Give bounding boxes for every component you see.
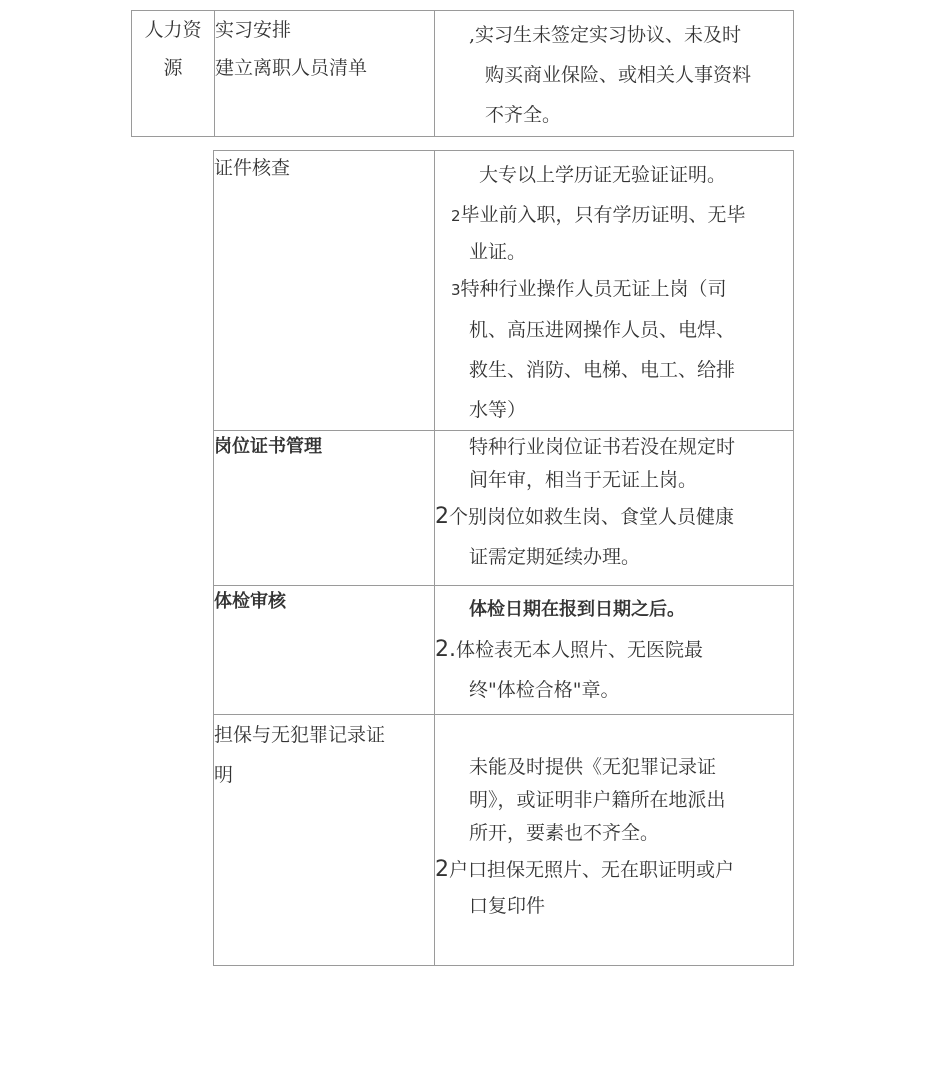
item-number: 2 (451, 207, 461, 225)
item-number: 2 (435, 504, 449, 529)
item-line: 证需定期延续办理。 (469, 546, 641, 568)
item-line: 终"体检合格"章。 (469, 679, 620, 701)
label-cell (214, 586, 435, 715)
description-cell (435, 586, 794, 715)
item-line: 水等） (469, 399, 527, 421)
item-line: 特种行业操作人员无证上岗（司 (460, 278, 727, 300)
list-item (435, 630, 793, 670)
hr-table-main (213, 150, 794, 966)
label-cell (214, 715, 435, 966)
row-label: 担保与无犯罪记录证 (214, 724, 386, 746)
item-line: 特种行业岗位证书若没在规定时 (469, 436, 736, 458)
label-cell (215, 11, 435, 137)
list-item (435, 195, 793, 269)
row-label: 证件核查 (214, 157, 291, 179)
label-line: 建立离职人员清单 (215, 57, 368, 79)
description-line (469, 15, 793, 55)
row-label: 岗位证书管理 (214, 436, 322, 457)
item-line: 救生、消防、电梯、电工、给排 (469, 359, 736, 381)
item-line: 机、高压进网操作人员、电焊、 (469, 319, 736, 341)
description-cell (435, 715, 794, 966)
list-item (435, 497, 793, 537)
description-cell (435, 431, 794, 586)
table-row (214, 715, 794, 966)
category-line: 源 (163, 57, 183, 79)
description-prefix: , (469, 24, 476, 46)
table-row (214, 586, 794, 715)
table-row (214, 151, 794, 431)
label-cell (214, 431, 435, 586)
description-cell (435, 151, 794, 431)
list-item (435, 155, 793, 195)
item-line: 所开，要素也不齐全。 (469, 822, 660, 844)
list-item (435, 850, 793, 890)
table-row (132, 11, 794, 137)
description-line: 购买商业保险、或相关人事资料 (485, 64, 752, 86)
row-label: 明 (214, 764, 234, 786)
table-row (214, 431, 794, 586)
item-line: 口复印件 (469, 895, 546, 917)
item-number: 2. (435, 637, 456, 662)
item-number: 3 (451, 281, 461, 299)
item-line: 大专以上学历证无验证证明。 (479, 164, 727, 186)
item-line: 毕业前入职，只有学历证明、无毕 (460, 204, 746, 226)
description-text: 实习生未签定实习协议、未及时 (475, 24, 742, 46)
hr-table-top (131, 10, 794, 137)
item-line: 明》，或证明非户籍所在地派出 (469, 789, 726, 811)
description-line: 不齐全。 (485, 104, 562, 126)
item-line: 体检表无本人照片、无医院最 (456, 639, 704, 661)
description-cell (435, 11, 794, 137)
item-line: 业证。 (469, 241, 527, 263)
row-label: 体检审核 (214, 591, 286, 612)
category-line: 人力资 (144, 19, 202, 41)
item-line: 未能及时提供《无犯罪记录证 (469, 756, 717, 778)
item-line: 间年审，相当于无证上岗。 (469, 469, 698, 491)
category-cell (132, 11, 215, 137)
item-number: 2 (435, 857, 449, 882)
list-item (435, 269, 793, 430)
item-line: 户口担保无照片、无在职证明或户 (449, 859, 735, 881)
item-line: 个别岗位如救生岗、食堂人员健康 (449, 506, 735, 528)
label-line: 实习安排 (215, 19, 292, 41)
item-line: 体检日期在报到日期之后。 (469, 599, 685, 620)
label-cell (214, 151, 435, 431)
